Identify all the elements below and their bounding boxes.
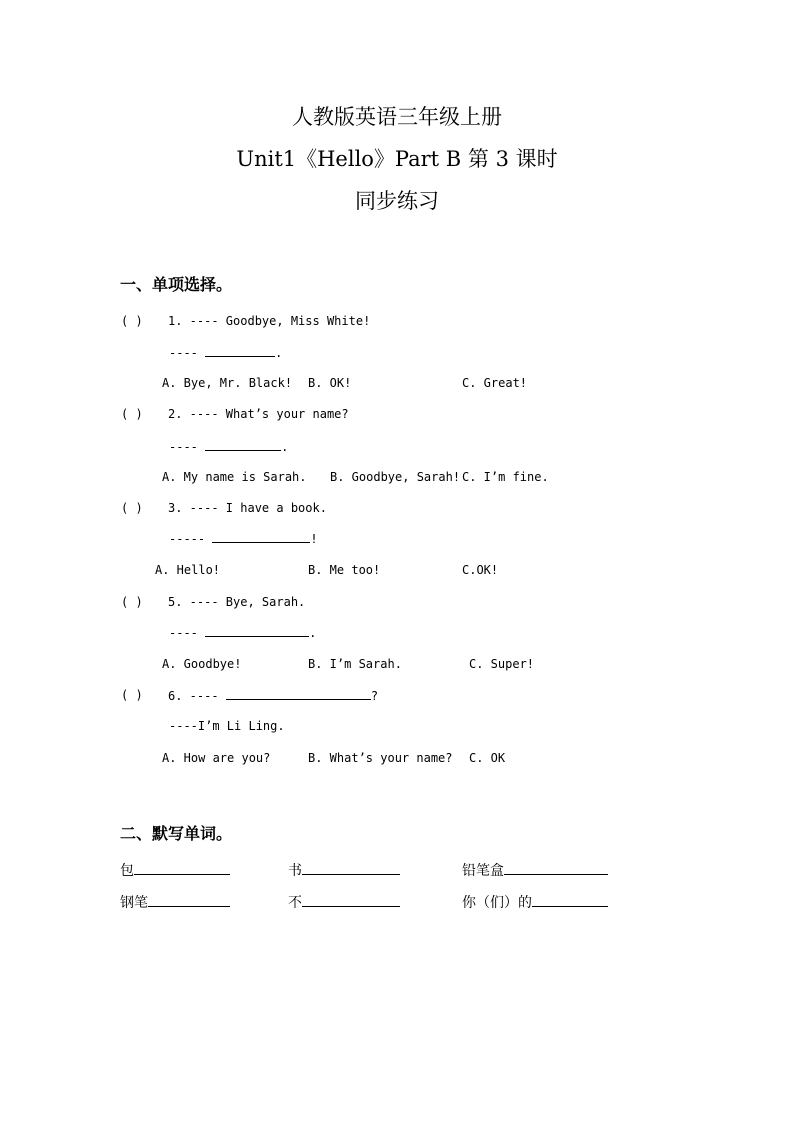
vocab-word: 书 <box>288 863 302 879</box>
vocab-blank[interactable] <box>302 894 400 907</box>
question-3-option-a: A. Hello! <box>155 563 221 577</box>
question-6-answer: ----I’m Li Ling. <box>169 719 285 733</box>
question-6-option-b: B. What’s your name? <box>308 751 453 765</box>
question-6-paren: ( ) <box>121 688 143 702</box>
question-5-prompt: 5. ---- Bye, Sarah. <box>168 595 306 609</box>
title-line-2: Unit1《Hello》Part B 第 3 课时 <box>236 147 558 171</box>
vocab-blank[interactable] <box>134 862 230 875</box>
question-5-paren: ( ) <box>121 595 143 609</box>
vocab-word: 不 <box>288 895 302 911</box>
answer-prefix: ---- <box>169 626 198 640</box>
section-heading-choice: 一、单项选择。 <box>120 275 233 294</box>
vocab-blank[interactable] <box>302 862 400 875</box>
vocab-item <box>462 862 608 880</box>
vocab-word: 钢笔 <box>120 895 148 911</box>
question-3-answer-line <box>169 530 318 547</box>
answer-prefix: ---- <box>169 346 198 360</box>
answer-blank[interactable] <box>205 344 275 357</box>
answer-blank[interactable] <box>212 530 310 543</box>
answer-suffix: ! <box>310 532 318 546</box>
vocab-word: 铅笔盒 <box>462 863 504 879</box>
question-1-option-b: B. OK! <box>308 376 352 390</box>
question-5-option-c: C. Super! <box>469 657 535 671</box>
question-3-option-b: B. Me too! <box>308 563 381 577</box>
vocab-item <box>120 894 230 912</box>
question-5-option-a: A. Goodbye! <box>162 657 242 671</box>
vocab-blank[interactable] <box>504 862 608 875</box>
vocab-item <box>288 862 400 880</box>
answer-suffix: . <box>281 440 289 454</box>
question-6-prompt-line <box>168 687 378 704</box>
question-2-prompt: 2. ---- What’s your name? <box>168 407 349 421</box>
title-line-3: 同步练习 <box>355 189 439 213</box>
question-6-prompt: 6. ---- <box>168 689 219 703</box>
question-1-option-c: C. Great! <box>462 376 528 390</box>
vocab-word: 你（们）的 <box>462 895 532 911</box>
vocab-item <box>120 862 230 880</box>
question-2-answer-line <box>169 438 288 455</box>
answer-blank[interactable] <box>205 438 281 451</box>
question-5-answer-line <box>169 624 316 641</box>
question-3-option-c: C.OK! <box>462 563 499 577</box>
answer-prefix: ----- <box>169 532 206 546</box>
vocab-word: 包 <box>120 863 134 879</box>
question-2-option-c: C. I’m fine. <box>462 470 549 484</box>
question-6-prompt-suffix: ? <box>370 689 379 703</box>
answer-blank[interactable] <box>205 624 309 637</box>
vocab-blank[interactable] <box>148 894 230 907</box>
question-2-option-a: A. My name is Sarah. <box>162 470 307 484</box>
answer-prefix: ---- <box>169 440 198 454</box>
question-6-option-a: A. How are you? <box>162 751 271 765</box>
section-heading-dictation: 二、默写单词。 <box>120 824 233 843</box>
answer-suffix: . <box>309 626 317 640</box>
question-1-answer-line <box>169 344 282 361</box>
question-2-paren: ( ) <box>121 407 143 421</box>
vocab-item <box>288 894 400 912</box>
question-6-blank[interactable] <box>226 687 371 700</box>
vocab-item <box>462 894 608 912</box>
answer-suffix: . <box>275 346 283 360</box>
question-3-prompt: 3. ---- I have a book. <box>168 501 327 515</box>
question-6-option-c: C. OK <box>469 751 506 765</box>
question-1-prompt: 1. ---- Goodbye, Miss White! <box>168 314 371 328</box>
question-3-paren: ( ) <box>121 501 143 515</box>
question-5-option-b: B. I’m Sarah. <box>308 657 402 671</box>
vocab-blank[interactable] <box>532 894 608 907</box>
question-1-paren: ( ) <box>121 314 143 328</box>
question-2-option-b: B. Goodbye, Sarah! <box>330 470 461 484</box>
question-1-option-a: A. Bye, Mr. Black! <box>162 376 293 390</box>
title-line-1: 人教版英语三年级上册 <box>292 105 502 129</box>
